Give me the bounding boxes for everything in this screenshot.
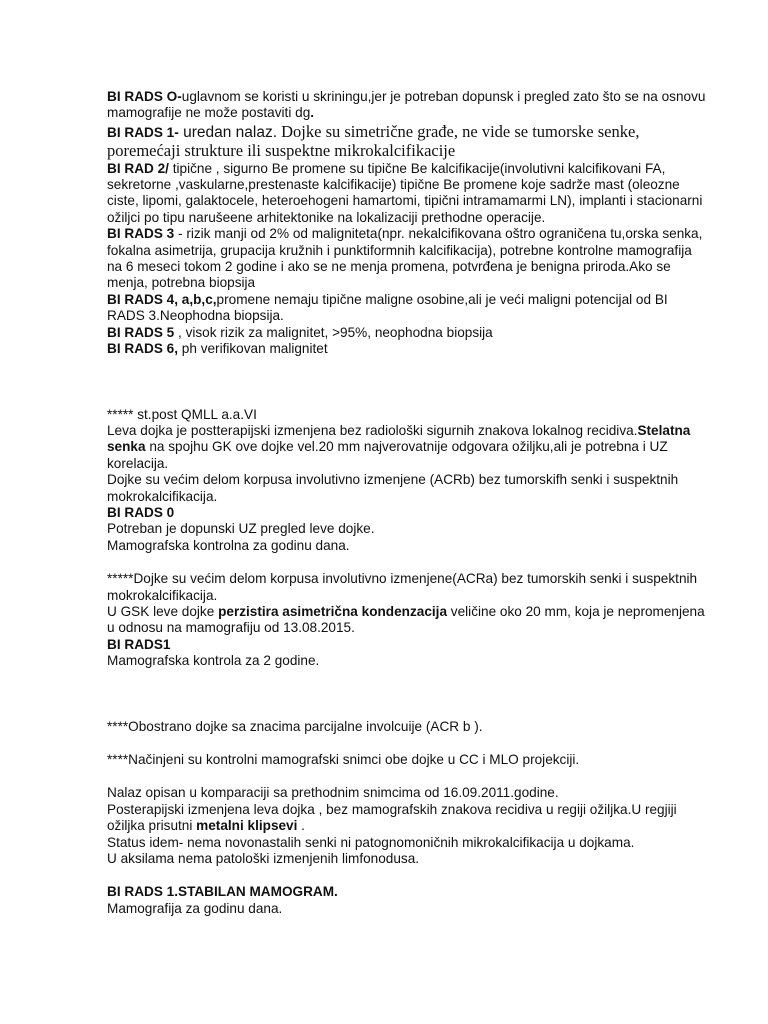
report-2-finding-bold: perzistira asimetrična kondenzacija [218, 603, 448, 619]
report-1-recommendation: Potreban je dopunski UZ pregled leve dojke. [107, 521, 375, 537]
spacer [107, 670, 707, 719]
bi-rads-1-big-text: uredan nalaz. [178, 123, 278, 141]
report-2-density: *****Dojke su većim delom korpusa involutivno izmenjene(ACRa) bez tumorskih senki i suspektnih mokrokalcifikacija. [107, 571, 698, 603]
spacer [107, 867, 707, 884]
bi-rads-5-label: BI RADS 5 [107, 324, 175, 340]
report-1-paragraph [107, 423, 707, 472]
bi-rads-1-item [107, 122, 707, 161]
document-page [107, 89, 707, 917]
report-1-bi-rads: BI RADS 0 [107, 504, 175, 520]
report-3-text-a: Posterapijski izmenjena leva dojka , bez mamografskih znakova recidiva u regiji ožiljka.U regjiji ožiljka prisutni [107, 801, 677, 834]
report-1-text-a: Leva dojka je postterapijski izmenjena bez radiološki sigurnih znakova lokalnog recidiva. [107, 422, 638, 438]
bi-rads-4-item [107, 292, 707, 325]
spacer [107, 554, 707, 571]
bi-rads-6-label: BI RADS 6, [107, 341, 179, 357]
bi-rads-0-label: BI RADS O- [107, 89, 182, 104]
report-3-followup: Mamografija za godinu dana. [107, 900, 283, 916]
report-1-text-b: na spojhu GK ove dojke vel.20 mm najverovatnije odgovara ožiljku,ali je potrebna i UZ korelacija. [107, 439, 668, 471]
report-1-density: Dojke su većim delom korpusa involutivno izmenjene (ACRb) bez tumorskifh senki i suspektnih mokrokalcifikacija. [107, 472, 679, 504]
bi-rads-2-label: BI RAD 2/ [107, 160, 169, 176]
report-1-header: ***** st.post QMLL a.a.VI [107, 406, 257, 422]
report-3-paragraph [107, 802, 707, 835]
report-2-followup: Mamografska kontrola za 2 godine. [107, 653, 320, 669]
bi-rads-0-end: . [310, 105, 315, 121]
bi-rads-1-label: BI RADS 1- [107, 124, 179, 140]
bi-rads-6-item [107, 341, 707, 357]
spacer [107, 358, 707, 407]
report-2-paragraph [107, 604, 707, 637]
report-3-density: ****Obostrano dojke sa znacima parcijalne involcuije (ACR b ). [107, 718, 483, 734]
report-3-status: Status idem- nema novonastalih senki ni patognomoničnih mikrokalcifikacija u dojkama. [107, 834, 635, 850]
bi-rads-3-text: - rizik manji od 2% od maligniteta(npr. nekalcifikovana oštro ograničena tu,orska senka, fokalna asimetrija, grupacija kružnih i punktiformnih kalcifikacija), potrebne kontrolne mamografija na 6 meseci tokom 2 godine i ako se ne menja promena, potvrđena je benigna priroda.Ako se menja, potrebna biopsija [107, 226, 703, 291]
report-2-text-a: U GSK leve dojke [107, 603, 219, 619]
report-3-text-b: . [297, 818, 305, 834]
bi-rads-3-label: BI RADS 3 [107, 226, 175, 242]
bi-rads-4-text: promene nemaju tipične maligne osobine,ali je veći maligni potencijal od BI RADS 3.Neophodna biopsija. [107, 291, 668, 324]
report-3-axilla: U aksilama nema patološki izmenjenih limfonodusa. [107, 851, 420, 867]
bi-rads-5-item [107, 325, 707, 341]
bi-rads-4-label: BI RADS 4, a,b,c, [107, 291, 217, 307]
report-3-comparison: Nalaz opisan u komparaciji sa prethodnim snimcima od 16.09.2011.godine. [107, 785, 559, 801]
report-1-finding-bold: Stelatna senka [107, 422, 691, 455]
report-1-followup: Mamografska kontrolna za godinu dana. [107, 537, 350, 553]
bi-rads-2-item [107, 161, 707, 227]
bi-rads-5-text: , visok rizik za malignitet, >95%, neophodna biopsija [174, 324, 493, 340]
spacer [107, 735, 707, 752]
bi-rads-0-text: uglavnom se koristi u skriningu,jer je potreban dopunsk i pregled zato što se na osnovu mamografije ne može postaviti dg [107, 89, 706, 121]
bi-rads-2-text: tipične , sigurno Be promene su tipične Be kalcifikacije(involutivni kalcifikovani FA, sekretorne ,vaskularne,prestenaste kalcifikacije) tipične Be promene koje sadrže mast (oleozne ciste, lipomi, galaktocele, heteroehogeni hamartomi, tipični intramamarmi LN), implanti i stacionarni ožiljci po tipu narušeene arhitektonike na lokalizaciji prethodne operacije. [107, 160, 703, 225]
spacer [107, 768, 707, 785]
report-3-finding-bold: metalni klipsevi [196, 818, 298, 834]
bi-rads-0-item [107, 89, 707, 122]
report-2-text-b: veličine oko 20 mm, koja je nepromenjena u odnosu na mamografiju od 13.08.2015. [107, 603, 705, 636]
bi-rads-6-text: ph verifikovan malignitet [178, 341, 328, 357]
bi-rads-1-serif-text: Dojke su simetrične građe, ne vide se tumorske senke, poremećaji strukture ili suspektne mikrokalcifikacije [107, 121, 640, 161]
report-3-bi-rads: BI RADS 1.STABILAN MAMOGRAM. [107, 884, 338, 900]
bi-rads-3-item [107, 226, 707, 292]
report-3-projections: ****Načinjeni su kontrolni mamografski snimci obe dojke u CC i MLO projekciji. [107, 752, 580, 767]
report-2-bi-rads: BI RADS1 [107, 636, 171, 652]
